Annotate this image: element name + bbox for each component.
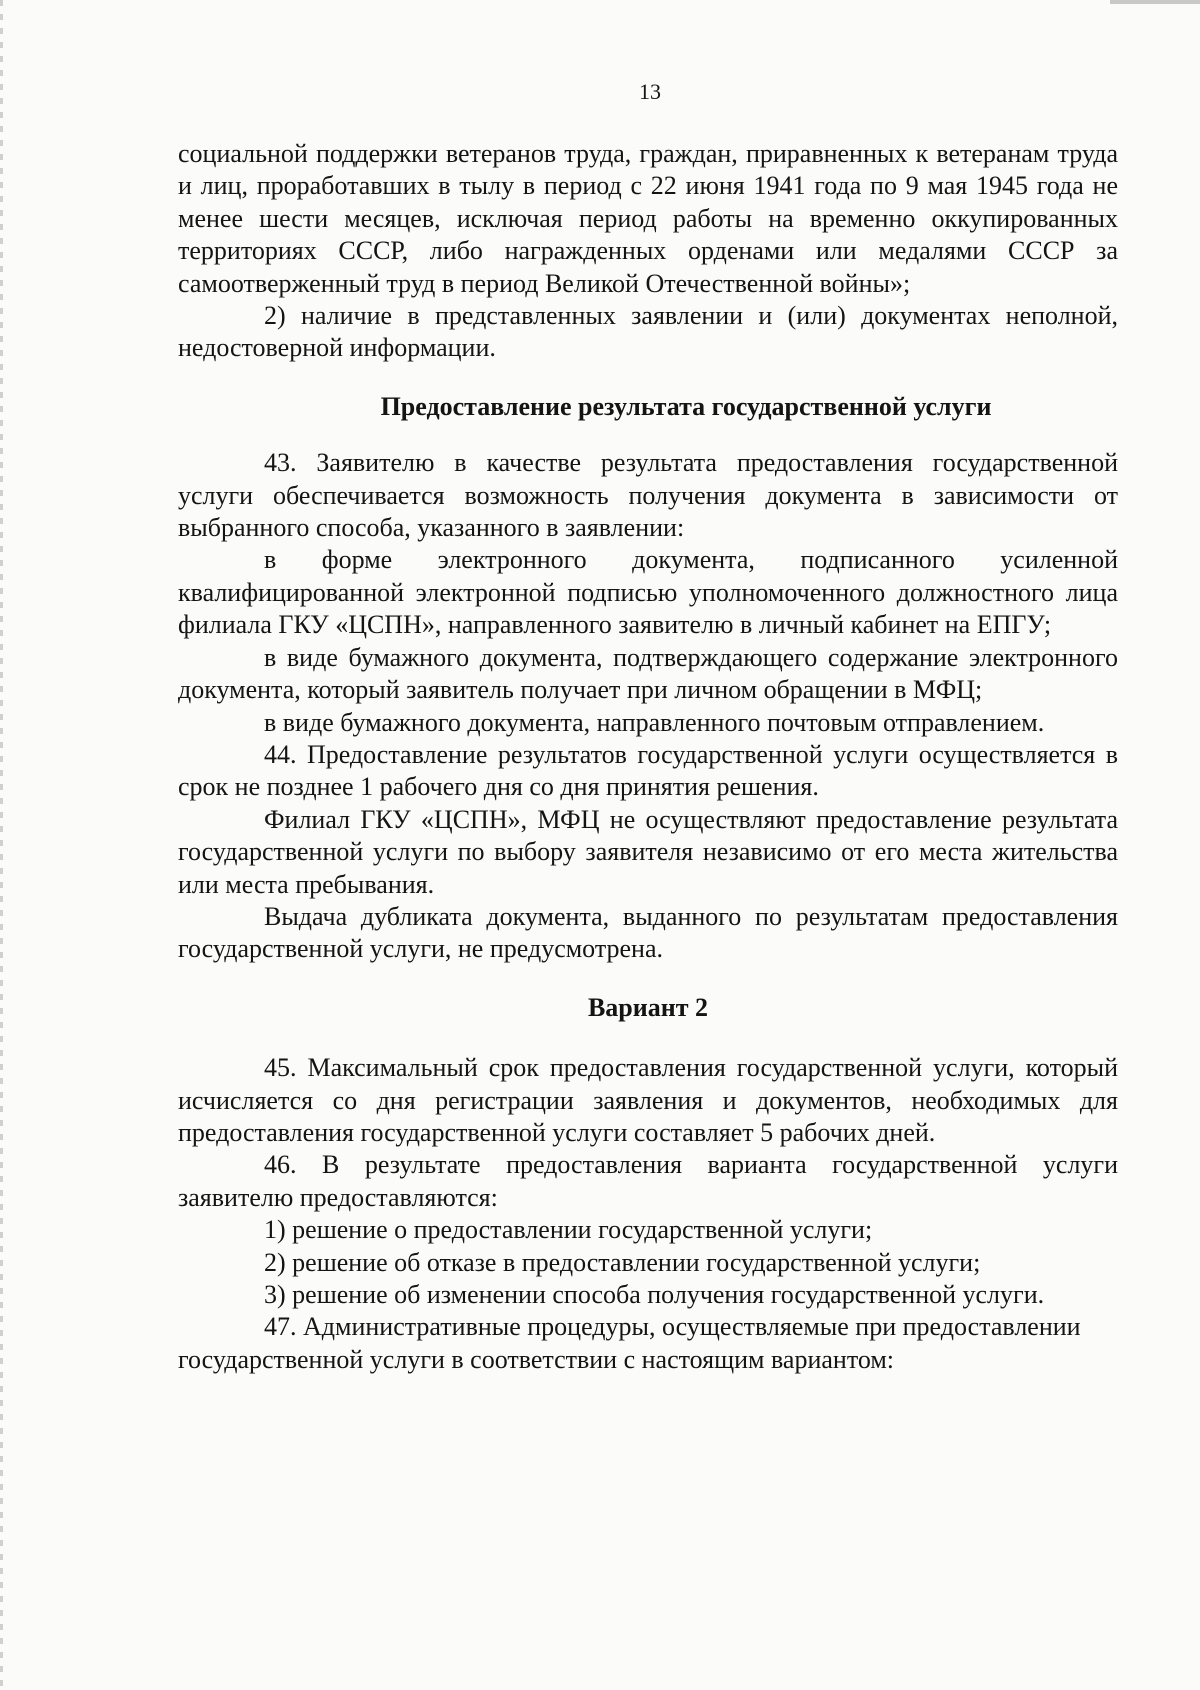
section-heading-result: Предоставление результата государственной услуги — [380, 391, 992, 421]
paragraph-continuation: социальной поддержки ветеранов труда, граждан, приравненных к ветеранам труда и лиц, проработавших в тылу в период с 22 июня 1941 года по 9 мая 1945 года не менее шести месяцев, исключая период работы на временно оккупированных территориях СССР, либо награжденных орденами или медалями СССР за самоотверженный труд в период Великой Отечественной войны»; — [178, 139, 1118, 298]
paragraph-45: 45. Максимальный срок предоставления государственной услуги, который исчисляется со дня регистрации заявления и документов, необходимых для предоставления государственной услуги составляет 5 рабочих дней. — [178, 1053, 1118, 1147]
document-body — [178, 138, 1118, 1376]
paragraph-44: 44. Предоставление результатов государственной услуги осуществляется в срок не позднее 1 рабочего дня со дня принятия решения. — [178, 739, 1118, 802]
paragraph-46: 46. В результате предоставления варианта государственной услуги заявителю предоставляются: — [178, 1150, 1118, 1212]
scan-edge-artifact — [0, 0, 3, 1690]
paragraph-43: 43. Заявителю в качестве результата предоставления государственной услуги обеспечивается возможность получения документа в зависимости от выбранного способа, указанного в заявлении: — [178, 448, 1118, 543]
paragraph-electronic-form: в форме электронного документа, подписанного усиленной квалифицированной электронной подписью уполномоченного должностного лица филиала ГКУ «ЦСПН», направленного заявителю в личный кабинет на ЕПГУ; — [178, 545, 1118, 640]
paragraph-branch: Филиал ГКУ «ЦСПН», МФЦ не осуществляют предоставление результата государственной услуги по выбору заявителя независимо от его места жительства или места пребывания. — [178, 804, 1118, 899]
list-item-1: 1) решение о предоставлении государственной услуги; — [264, 1215, 873, 1245]
paragraph-paper-mail: в виде бумажного документа, направленного почтовым отправлением. — [264, 707, 1045, 737]
paragraph-paper-mfc: в виде бумажного документа, подтверждающего содержание электронного документа, который заявитель получает при личном обращении в МФЦ; — [178, 642, 1118, 705]
page-number: 13 — [639, 79, 661, 104]
scan-corner-artifact — [1110, 0, 1200, 4]
paragraph-item-2: 2) наличие в представленных заявлении и (или) документах неполной, недостоверной информации. — [178, 301, 1118, 363]
paragraph-47: 47. Административные процедуры, осуществляемые при предоставлении государственной услуги в соответствии с настоящим вариантом: — [178, 1312, 1081, 1374]
section-heading-variant-2: Вариант 2 — [587, 992, 709, 1022]
list-item-3: 3) решение об изменении способа получения государственной услуги. — [264, 1280, 1045, 1309]
paragraph-duplicate: Выдача дубликата документа, выданного по результатам предоставления государственной услуги, не предусмотрена. — [178, 901, 1118, 964]
list-item-2: 2) решение об отказе в предоставлении государственной услуги; — [264, 1247, 981, 1277]
